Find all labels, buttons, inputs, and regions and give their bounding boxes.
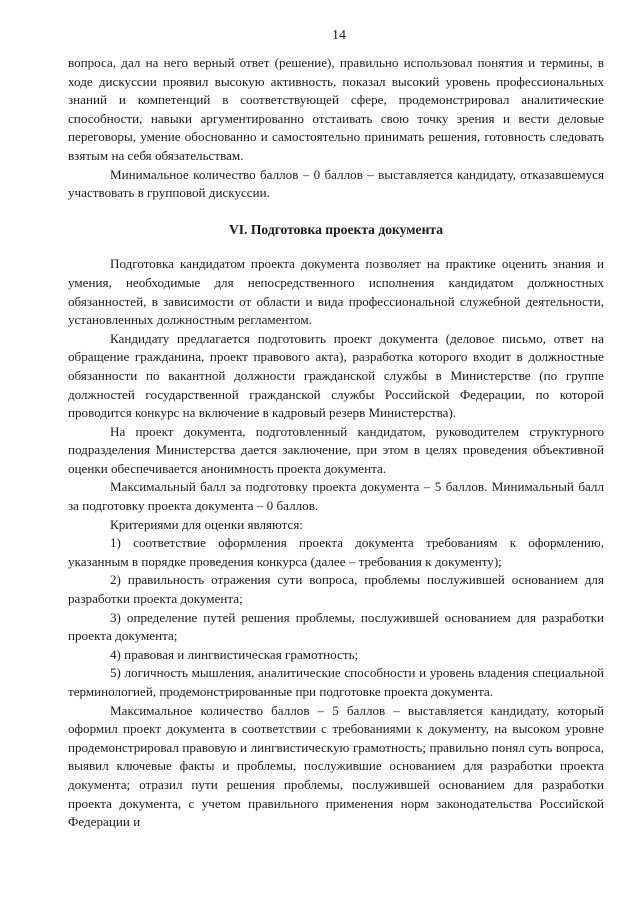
criterion-1: 1) соответствие оформления проекта документа требованиям к оформлению, указанным в порядке проведения конкурса (далее – требования к документу); xyxy=(68,535,604,569)
paragraph-max-score: Максимальное количество баллов – 5 баллов – выставляется кандидату, который оформил проект документа в соответствии с требованиями к документу, на высоком уровне продемонстрировал правовую и лингвистическую грамотность; правильно понял суть вопроса, выявил ключевые факты и проблемы, послужившие основанием для разработки проекта документа; отразил пути решения проблемы, послужившей основанием для разработки проекта документа, с учетом правильного применения норм законодательства Российской Федерации и xyxy=(68,702,604,830)
paragraph-review: На проект документа, подготовленный кандидатом, руководителем структурного подразделения Министерства дается заключение, при этом в целях проведения объективной оценки обеспечивается анонимность проекта документа. xyxy=(68,423,604,476)
paragraph-continuation: вопроса, дал на него верный ответ (решение), правильно использовал понятия и термины, в ходе дискуссии проявил высокую активность, показал высокий уровень профессиональных знаний и компетенций в соответствующей сфере, продемонстрировал аналитические способности, навыки аргументированно отстаивать свою точку зрения и вести деловые переговоры, умение обоснованно и самостоятельно принимать решения, готовность следовать взятым на себя обязательствам. xyxy=(68,55,604,163)
page-number: 14 xyxy=(332,28,346,43)
section-heading: VI. Подготовка проекта документа xyxy=(228,221,444,237)
paragraph-criteria-intro: Критериями для оценки являются: xyxy=(110,516,304,532)
criterion-5: 5) логичность мышления, аналитические способности и уровень владения специальной терминологией, продемонстрированные при подготовке проекта документа. xyxy=(68,665,604,699)
paragraph-task: Кандидату предлагается подготовить проект документа (деловое письмо, ответ на обращение гражданина, проект правового акта), разработка которого входит в должностные обязанности по вакантной должности гражданской службы в Министерстве (по группе должностей государственной гражданской службы Российской Федерации, по которой проводится конкурс на включение в кадровый резерв Министерства). xyxy=(68,330,604,421)
criterion-2: 2) правильность отражения сути вопроса, проблемы послужившей основанием для разработки проекта документа; xyxy=(68,572,604,607)
paragraph-score-range: Максимальный балл за подготовку проекта документа – 5 баллов. Минимальный балл за подготовку проекта документа – 0 баллов. xyxy=(68,479,604,514)
paragraph-intro: Подготовка кандидатом проекта документа позволяет на практике оценить знания и умения, необходимые для непосредственного исполнения кандидатом должностных обязанностей, в зависимости от области и вида профессиональной служебной деятельности, установленных должностным регламентом. xyxy=(68,256,604,328)
paragraph-minimum-score: Минимальное количество баллов – 0 баллов – выставляется кандидату, отказавшемуся участвовать в групповой дискуссии. xyxy=(68,166,604,201)
criterion-3: 3) определение путей решения проблемы, послужившей основанием для разработки проекта документа; xyxy=(68,609,604,644)
criterion-4: 4) правовая и лингвистическая грамотность; xyxy=(110,646,359,662)
